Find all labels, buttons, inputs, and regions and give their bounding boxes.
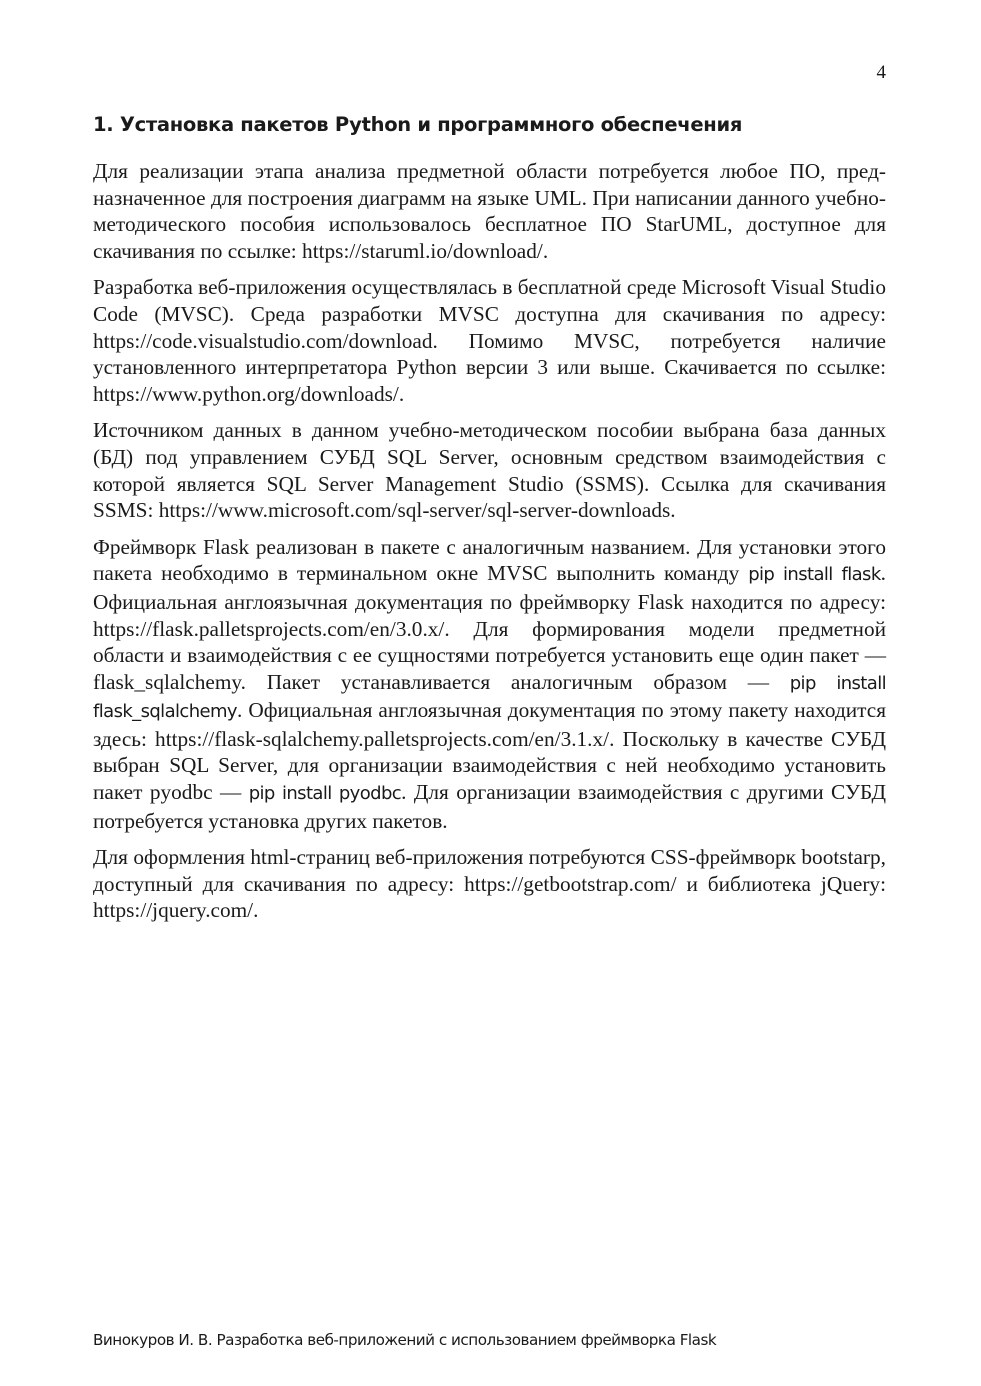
- command-pip-install-flask-sqlalchemy: pip install flask_sqlalchemy: [93, 672, 886, 723]
- paragraph-uml-software: Для реализации этапа анализа предметной области потребуется любое ПО, предназначенное для построения диаграмм на языке UML. При написании данного учебно-методического пособия использовалось бесплатное ПО StarUML, доступное для скачивания по ссылке: https://staruml.io/download/.: [93, 159, 886, 263]
- command-pip-install-pyodbc: pip install pyodbc: [248, 783, 402, 805]
- paragraph-flask-install: [93, 534, 886, 835]
- paragraph-mvsc: Разработка веб-приложения осуществлялась в бесплатной среде Microsoft Visual Studio Code (MVSC). Среда разработки MVSC доступна для скачивания по адресу: https://code.visualstudio.com/download. Помимо MVSC, потребуется наличие установленного интерпретатора Python версии 3 или выше. Скачивается по ссылке: https://www.python.org/downloads/.: [93, 275, 886, 406]
- body-text: [93, 158, 886, 934]
- paragraph-text: . Официальная англоязычная документация по фреймворку Flask находится по адресу: https://flask.palletsprojects.com/en/3.0.x/. Для формирования модели предметной области и взаимодействия с ее сущностями потребуется установить еще один пакет — flask_sqlalchemy. Пакет устанавливается аналогичным образом —: [93, 561, 886, 694]
- paragraph-ssms: Источником данных в данном учебно-методическом пособии выбрана база данных (БД) под управлением СУБД SQL Server, основным средством взаимодействия с которой является SQL Server Management Studio (SSMS). Ссылка для скачивания SSMS: https://www.microsoft.com/sql-server/sql-server-downloads.: [93, 418, 886, 523]
- page-number: 4: [876, 62, 886, 83]
- page-footer: Винокуров И. В. Разработка веб-приложений с использованием фреймворка Flask: [93, 1331, 717, 1349]
- command-pip-install-flask: pip install flask: [748, 564, 881, 586]
- paragraph-bootstrap-jquery: Для оформления html-страниц веб-приложения потребуются CSS-фреймворк bootstarp, доступный для скачивания по адресу: https://getbootstrap.com/ и библиотека jQuery: https://jquery.com/.: [93, 845, 886, 923]
- paragraph-text: . Официальная англоязычная документация по этому пакету находится здесь: https://flask-sqlalchemy.palletsprojects.com/en/3.1.x/. Поскольку в качестве СУБД выбран SQL Server, для организации взаимодействия с ней необходимо установить пакет pyodbc —: [93, 698, 886, 805]
- paragraph-text: Фреймворк Flask реализован в пакете с аналогичным названием. Для установки этого пакета необходимо в терминальном окне MVSC выполнить команду: [93, 534, 886, 586]
- section-title: 1. Установка пакетов Python и программного обеспечения: [93, 113, 743, 136]
- paragraph-text: . Для организации взаимодействия с другими СУБД потребуется установка других пакетов.: [93, 780, 887, 833]
